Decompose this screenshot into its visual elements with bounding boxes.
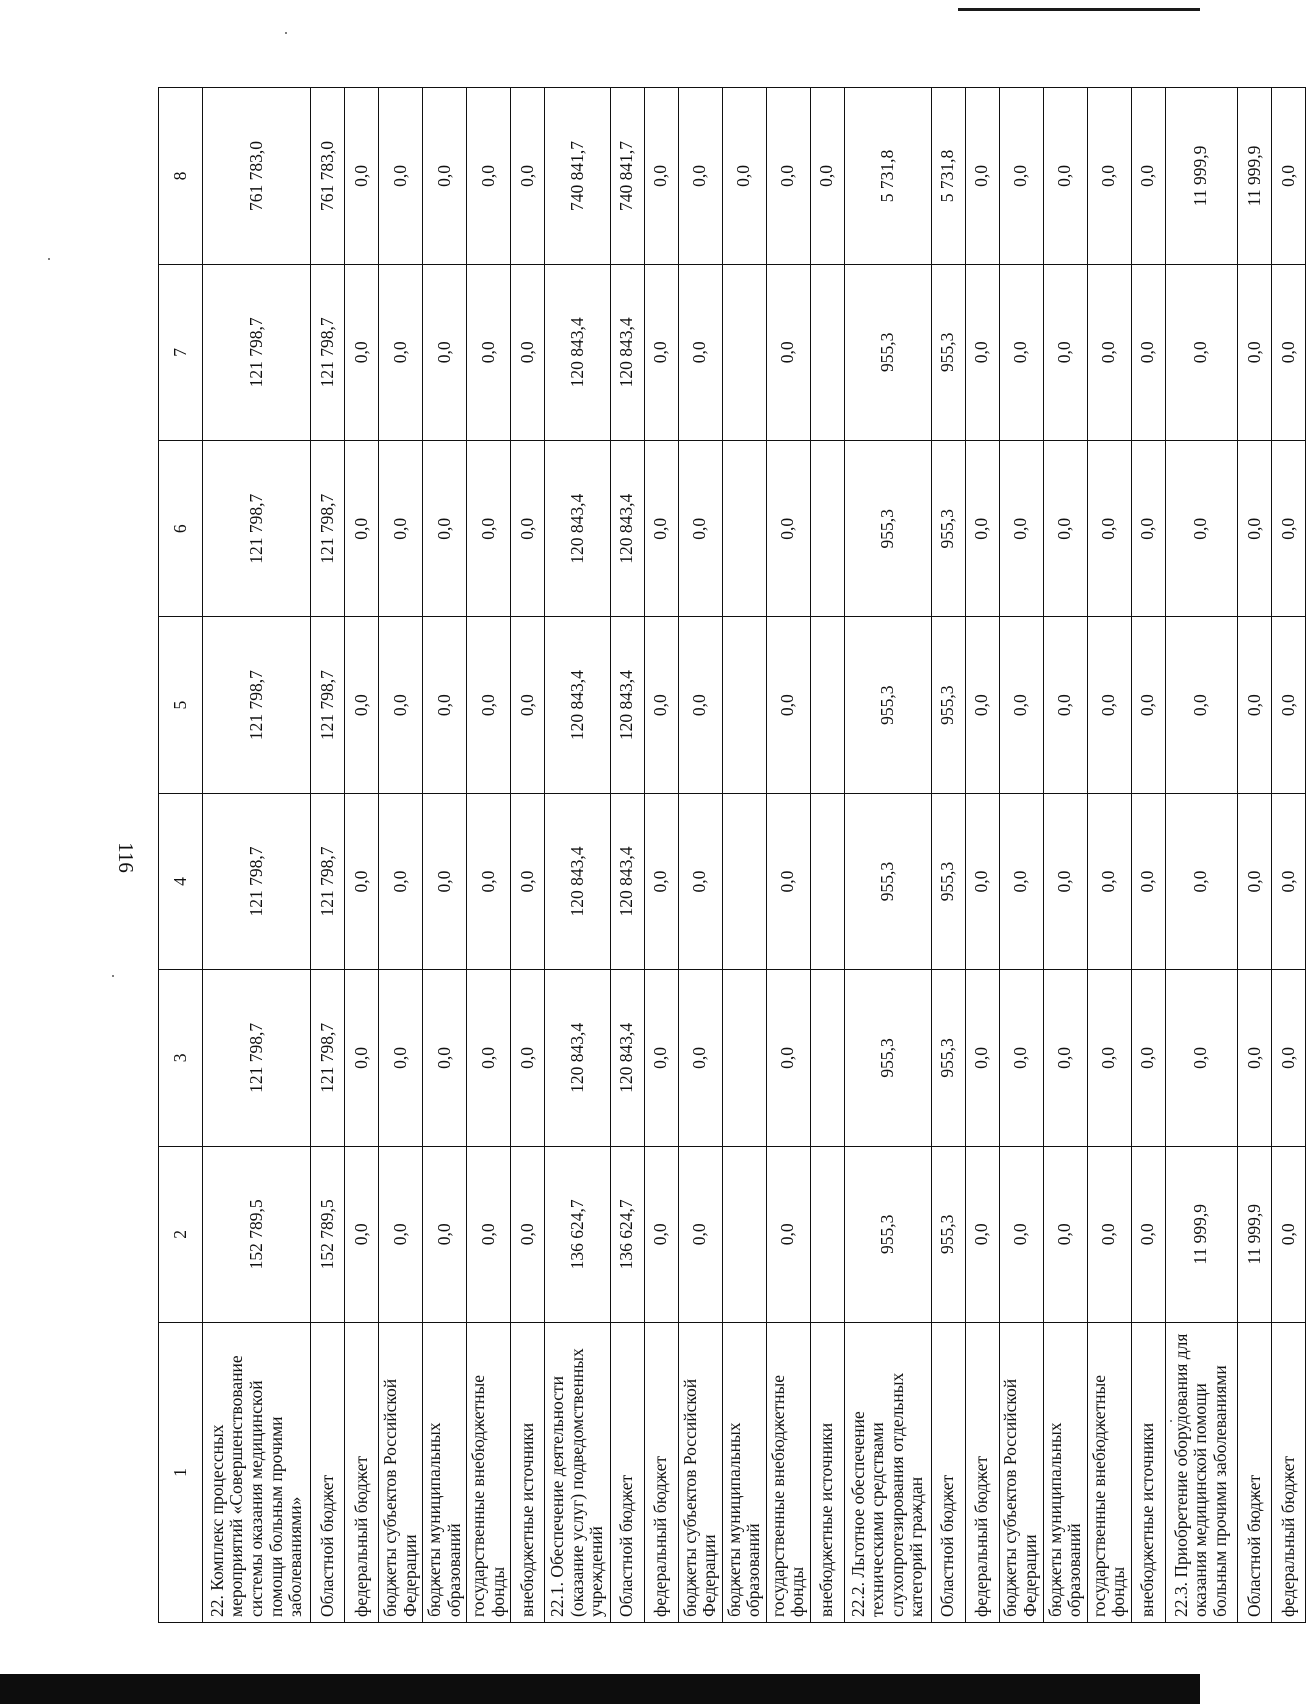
table-row: [311, 88, 345, 1623]
value-cell: [722, 441, 766, 617]
value-cell: 0,0: [1165, 793, 1237, 969]
value-cell: 0,0: [766, 970, 810, 1146]
value-cell: 0,0: [1271, 88, 1305, 264]
value-cell: 0,0: [766, 88, 810, 264]
value-cell: 0,0: [678, 441, 722, 617]
page-number: 116: [113, 842, 138, 873]
table-row: [965, 88, 999, 1623]
value-cell: 11 999,9: [1165, 88, 1237, 264]
row-label: бюджеты субъектов Российской Федерации: [999, 1323, 1043, 1623]
value-cell: 0,0: [1165, 617, 1237, 793]
column-header: 3: [159, 970, 203, 1146]
row-label: внебюджетные источники: [511, 1323, 545, 1623]
row-label: Областной бюджет: [610, 1323, 644, 1623]
value-cell: 955,3: [931, 617, 965, 793]
value-cell: 120 843,4: [545, 970, 610, 1146]
value-cell: 0,0: [1237, 264, 1271, 440]
value-cell: 11 999,9: [1237, 1146, 1271, 1322]
scan-bottom-bar: [0, 1674, 1200, 1704]
value-cell: 0,0: [766, 441, 810, 617]
value-cell: [810, 970, 844, 1146]
value-cell: 955,3: [844, 264, 931, 440]
value-cell: 0,0: [423, 264, 467, 440]
value-cell: 0,0: [722, 88, 766, 264]
table-row: [423, 88, 467, 1623]
value-cell: 121 798,7: [203, 970, 311, 1146]
value-cell: 0,0: [467, 617, 511, 793]
row-label: бюджеты муниципальных образований: [423, 1323, 467, 1623]
column-header: 8: [159, 88, 203, 264]
value-cell: 0,0: [1131, 264, 1165, 440]
value-cell: [810, 617, 844, 793]
value-cell: 0,0: [678, 970, 722, 1146]
table-row: [644, 88, 678, 1623]
table-row: [722, 88, 766, 1623]
value-cell: 955,3: [844, 970, 931, 1146]
table-row: [931, 88, 965, 1623]
row-label: бюджеты муниципальных образований: [1043, 1323, 1087, 1623]
value-cell: 0,0: [644, 793, 678, 969]
value-cell: 0,0: [678, 793, 722, 969]
value-cell: 0,0: [965, 970, 999, 1146]
table-row: [1165, 88, 1237, 1623]
value-cell: 0,0: [1087, 970, 1131, 1146]
value-cell: 0,0: [467, 88, 511, 264]
value-cell: 0,0: [1087, 1146, 1131, 1322]
value-cell: 0,0: [1087, 264, 1131, 440]
value-cell: 0,0: [1165, 970, 1237, 1146]
value-cell: 955,3: [844, 617, 931, 793]
row-label: бюджеты субъектов Российской Федерации: [379, 1323, 423, 1623]
value-cell: 0,0: [766, 264, 810, 440]
value-cell: 0,0: [1237, 793, 1271, 969]
value-cell: 0,0: [467, 970, 511, 1146]
column-header: 2: [159, 1146, 203, 1322]
value-cell: 0,0: [1131, 793, 1165, 969]
value-cell: 0,0: [810, 88, 844, 264]
value-cell: 955,3: [931, 264, 965, 440]
value-cell: 0,0: [1131, 441, 1165, 617]
value-cell: 0,0: [1271, 793, 1305, 969]
value-cell: 0,0: [345, 264, 379, 440]
value-cell: 0,0: [379, 1146, 423, 1322]
value-cell: 0,0: [1043, 441, 1087, 617]
table-row: [678, 88, 722, 1623]
value-cell: 955,3: [931, 441, 965, 617]
value-cell: 0,0: [999, 617, 1043, 793]
scan-top-line: [958, 8, 1200, 11]
value-cell: 0,0: [965, 441, 999, 617]
value-cell: 0,0: [1165, 264, 1237, 440]
scan-speck: [285, 32, 287, 34]
value-cell: 0,0: [423, 1146, 467, 1322]
value-cell: 0,0: [999, 88, 1043, 264]
value-cell: 0,0: [999, 264, 1043, 440]
row-label: федеральный бюджет: [345, 1323, 379, 1623]
value-cell: 0,0: [644, 617, 678, 793]
value-cell: 0,0: [423, 970, 467, 1146]
value-cell: 0,0: [511, 441, 545, 617]
column-header: 5: [159, 617, 203, 793]
value-cell: 955,3: [931, 1146, 965, 1322]
value-cell: 0,0: [467, 264, 511, 440]
value-cell: 0,0: [345, 970, 379, 1146]
row-label: бюджеты субъектов Российской Федерации: [678, 1323, 722, 1623]
value-cell: 0,0: [379, 793, 423, 969]
row-label: федеральный бюджет: [1271, 1323, 1305, 1623]
table-row: [203, 88, 311, 1623]
value-cell: 120 843,4: [545, 617, 610, 793]
table-row: [545, 88, 610, 1623]
value-cell: 0,0: [1043, 970, 1087, 1146]
scan-speck: [112, 975, 114, 977]
value-cell: 0,0: [766, 793, 810, 969]
value-cell: 0,0: [999, 970, 1043, 1146]
value-cell: 0,0: [1131, 88, 1165, 264]
row-label: 22. Комплекс процессных мероприятий «Совершенствование системы оказания медицинской помощи больным прочими заболеваниями»: [203, 1323, 311, 1623]
value-cell: 0,0: [766, 617, 810, 793]
value-cell: 152 789,5: [311, 1146, 345, 1322]
value-cell: 0,0: [1043, 88, 1087, 264]
value-cell: 0,0: [999, 1146, 1043, 1322]
value-cell: 120 843,4: [545, 793, 610, 969]
value-cell: 0,0: [965, 264, 999, 440]
value-cell: 121 798,7: [311, 793, 345, 969]
value-cell: 0,0: [1087, 441, 1131, 617]
value-cell: 0,0: [1271, 441, 1305, 617]
value-cell: 0,0: [511, 88, 545, 264]
table-row: [999, 88, 1043, 1623]
value-cell: 0,0: [1237, 970, 1271, 1146]
value-cell: 0,0: [678, 264, 722, 440]
value-cell: 0,0: [511, 617, 545, 793]
row-label: государственные внебюджетные фонды: [467, 1323, 511, 1623]
value-cell: [722, 264, 766, 440]
value-cell: 0,0: [678, 88, 722, 264]
value-cell: 0,0: [678, 1146, 722, 1322]
value-cell: 136 624,7: [610, 1146, 644, 1322]
value-cell: 955,3: [931, 970, 965, 1146]
value-cell: 0,0: [379, 441, 423, 617]
row-label: государственные внебюджетные фонды: [766, 1323, 810, 1623]
value-cell: 5 731,8: [844, 88, 931, 264]
value-cell: 955,3: [931, 793, 965, 969]
value-cell: 0,0: [1087, 793, 1131, 969]
value-cell: 0,0: [965, 793, 999, 969]
value-cell: 11 999,9: [1237, 88, 1271, 264]
value-cell: 0,0: [379, 264, 423, 440]
row-label: 22.1. Обеспечение деятельности (оказание услуг) подведомственных учреждений: [545, 1323, 610, 1623]
value-cell: 0,0: [511, 793, 545, 969]
value-cell: 120 843,4: [610, 441, 644, 617]
value-cell: 0,0: [678, 617, 722, 793]
value-cell: 120 843,4: [610, 793, 644, 969]
value-cell: 0,0: [511, 264, 545, 440]
value-cell: 0,0: [644, 264, 678, 440]
value-cell: 0,0: [1087, 617, 1131, 793]
budget-table: [158, 87, 1306, 1623]
value-cell: 0,0: [379, 617, 423, 793]
value-cell: 0,0: [1271, 617, 1305, 793]
value-cell: 740 841,7: [545, 88, 610, 264]
value-cell: 121 798,7: [311, 264, 345, 440]
rotated-table-container: [158, 88, 1306, 1623]
row-label: 22.2. Льготное обеспечение техническими средствами слухопротезирования отдельных категорий граждан: [844, 1323, 931, 1623]
row-label: федеральный бюджет: [644, 1323, 678, 1623]
value-cell: 761 783,0: [203, 88, 311, 264]
value-cell: 0,0: [345, 793, 379, 969]
value-cell: 0,0: [999, 793, 1043, 969]
value-cell: 11 999,9: [1165, 1146, 1237, 1322]
value-cell: 0,0: [1237, 617, 1271, 793]
value-cell: 120 843,4: [545, 264, 610, 440]
value-cell: 0,0: [1165, 441, 1237, 617]
value-cell: 120 843,4: [610, 617, 644, 793]
row-label: внебюджетные источники: [1131, 1323, 1165, 1623]
table-row: [844, 88, 931, 1623]
table-row: [1043, 88, 1087, 1623]
value-cell: 0,0: [1271, 1146, 1305, 1322]
value-cell: 121 798,7: [203, 264, 311, 440]
value-cell: [722, 617, 766, 793]
value-cell: 761 783,0: [311, 88, 345, 264]
value-cell: 0,0: [965, 617, 999, 793]
value-cell: 121 798,7: [311, 617, 345, 793]
value-cell: 0,0: [467, 441, 511, 617]
value-cell: [810, 264, 844, 440]
table-row: [766, 88, 810, 1623]
value-cell: 0,0: [345, 88, 379, 264]
value-cell: 0,0: [644, 1146, 678, 1322]
value-cell: 0,0: [1131, 617, 1165, 793]
value-cell: 121 798,7: [203, 793, 311, 969]
table-row: [379, 88, 423, 1623]
value-cell: [810, 1146, 844, 1322]
value-cell: 5 731,8: [931, 88, 965, 264]
value-cell: 0,0: [1043, 617, 1087, 793]
value-cell: 0,0: [423, 793, 467, 969]
value-cell: 0,0: [423, 441, 467, 617]
table-row: [467, 88, 511, 1623]
value-cell: 0,0: [1087, 88, 1131, 264]
value-cell: [722, 1146, 766, 1322]
column-header: 7: [159, 264, 203, 440]
row-label: федеральный бюджет: [965, 1323, 999, 1623]
column-header: 4: [159, 793, 203, 969]
value-cell: 0,0: [644, 441, 678, 617]
value-cell: 121 798,7: [203, 617, 311, 793]
value-cell: 0,0: [1043, 793, 1087, 969]
row-label: государственные внебюджетные фонды: [1087, 1323, 1131, 1623]
value-cell: 0,0: [1043, 1146, 1087, 1322]
value-cell: 0,0: [644, 970, 678, 1146]
row-label: Областной бюджет: [931, 1323, 965, 1623]
value-cell: 0,0: [423, 88, 467, 264]
value-cell: 0,0: [766, 1146, 810, 1322]
table-header-row: [159, 88, 203, 1623]
value-cell: 136 624,7: [545, 1146, 610, 1322]
value-cell: 0,0: [423, 617, 467, 793]
table-row: [345, 88, 379, 1623]
value-cell: 0,0: [1237, 441, 1271, 617]
value-cell: 152 789,5: [203, 1146, 311, 1322]
value-cell: 120 843,4: [610, 264, 644, 440]
value-cell: 0,0: [345, 617, 379, 793]
table-row: [1087, 88, 1131, 1623]
value-cell: 955,3: [844, 793, 931, 969]
value-cell: 740 841,7: [610, 88, 644, 264]
table-row: [1131, 88, 1165, 1623]
value-cell: 0,0: [965, 1146, 999, 1322]
row-label: бюджеты муниципальных образований: [722, 1323, 766, 1623]
value-cell: [722, 970, 766, 1146]
column-header: 1: [159, 1323, 203, 1623]
value-cell: 0,0: [345, 441, 379, 617]
value-cell: 121 798,7: [311, 970, 345, 1146]
value-cell: 0,0: [1131, 970, 1165, 1146]
value-cell: 0,0: [1271, 264, 1305, 440]
value-cell: 0,0: [1131, 1146, 1165, 1322]
row-label: 22.3. Приобретение оборудования для оказания медицинской помощи больным прочими заболеваниями: [1165, 1323, 1237, 1623]
value-cell: 0,0: [1271, 970, 1305, 1146]
scan-speck: [48, 258, 50, 260]
value-cell: 0,0: [467, 1146, 511, 1322]
row-label: Областной бюджет: [311, 1323, 345, 1623]
value-cell: 0,0: [379, 88, 423, 264]
value-cell: [810, 441, 844, 617]
value-cell: 0,0: [965, 88, 999, 264]
table-row: [1271, 88, 1305, 1623]
table-row: [610, 88, 644, 1623]
value-cell: 121 798,7: [203, 441, 311, 617]
value-cell: 0,0: [467, 793, 511, 969]
value-cell: 121 798,7: [311, 441, 345, 617]
table-row: [1237, 88, 1271, 1623]
value-cell: 120 843,4: [545, 441, 610, 617]
value-cell: 955,3: [844, 441, 931, 617]
value-cell: 0,0: [1043, 264, 1087, 440]
value-cell: 0,0: [345, 1146, 379, 1322]
value-cell: 0,0: [644, 88, 678, 264]
value-cell: 0,0: [999, 441, 1043, 617]
row-label: Областной бюджет: [1237, 1323, 1271, 1623]
table-row: [511, 88, 545, 1623]
value-cell: 0,0: [511, 1146, 545, 1322]
value-cell: 0,0: [511, 970, 545, 1146]
value-cell: 955,3: [844, 1146, 931, 1322]
column-header: 6: [159, 441, 203, 617]
row-label: внебюджетные источники: [810, 1323, 844, 1623]
value-cell: [722, 793, 766, 969]
table-row: [810, 88, 844, 1623]
value-cell: 120 843,4: [610, 970, 644, 1146]
value-cell: [810, 793, 844, 969]
value-cell: 0,0: [379, 970, 423, 1146]
